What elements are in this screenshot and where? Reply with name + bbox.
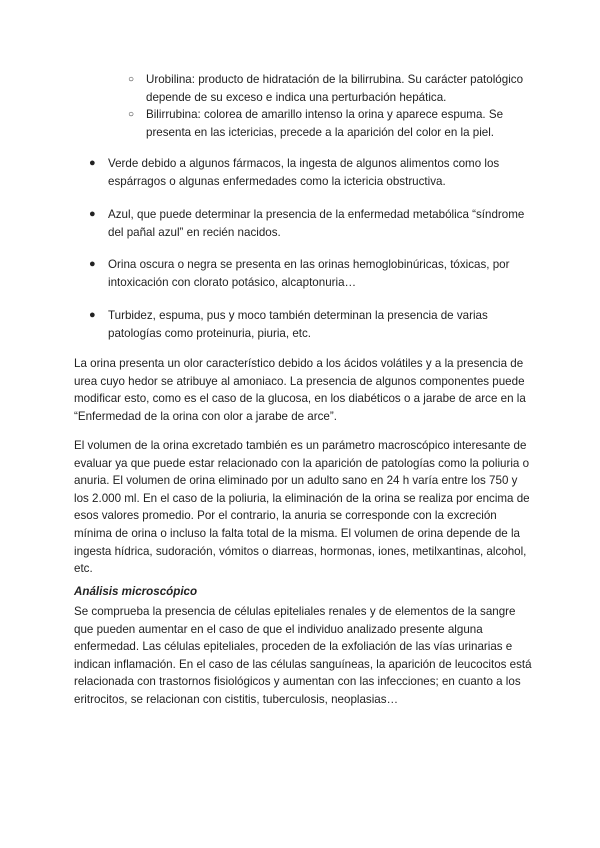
list-item (89, 256, 528, 291)
circle-bullet-icon: ○ (128, 74, 135, 85)
sub-list-item-text: Bilirrubina: colorea de amarillo intenso la orina y aparece espuma. Se presenta en las ictericias, precede a la aparición del color en la piel. (146, 108, 504, 139)
list-item-text: Azul, que puede determinar la presencia de la enfermedad metabólica “síndrome del pañal azul” en recién nacidos. (108, 208, 525, 239)
list-item-text: Turbidez, espuma, pus y moco también determinan la presencia de varias patologías como proteinuria, piuria, etc. (108, 309, 488, 340)
bullet-icon: ● (89, 309, 96, 321)
section-heading: Análisis microscópico (74, 585, 198, 598)
list-item (89, 307, 528, 342)
sub-list-item-text: Urobilina: producto de hidratación de la bilirrubina. Su carácter patológico depende de su exceso e indica una perturbación hepática. (146, 73, 524, 104)
bullet-icon: ● (89, 258, 96, 270)
circle-bullet-icon: ○ (128, 109, 135, 120)
paragraph-odor: La orina presenta un olor característico debido a los ácidos volátiles y a la presencia de urea cuyo hedor se atribuye al amoniaco. La presencia de algunos componentes puede modificar esto, como es el caso de la glucosa, en los diabéticos o a jarabe de arce en la “Enfermedad de la orina con olor a jarabe de arce”. (74, 357, 526, 423)
bullet-icon: ● (89, 157, 96, 169)
list-item (89, 206, 528, 241)
list-item-text: Verde debido a algunos fármacos, la ingesta de algunos alimentos como los espárragos o algunas enfermedades como la ictericia obstructiva. (108, 157, 500, 188)
sub-list-item (128, 106, 536, 141)
section-body: Se comprueba la presencia de células epiteliales renales y de elementos de la sangre que pueden aumentar en el caso de que el individuo analizado presente alguna enfermedad. Las células epiteliales, proceden de la exfoliación de las vías urinarias e indican inflamación. En el caso de las células sanguíneas, la aparición de leucocitos está relacionada con trastornos fisiológicos y aumentan con las infecciones; en cuanto a los eritrocitos, se relacionan con cistitis, tuberculosis, neoplasias… (74, 605, 532, 706)
list-item (89, 155, 528, 190)
list-item-text: Orina oscura o negra se presenta en las orinas hemoglobinúricas, tóxicas, por intoxicación con clorato potásico, alcaptonuria… (108, 258, 510, 289)
paragraph-volume: El volumen de la orina excretado también es un parámetro macroscópico interesante de evaluar ya que puede estar relacionado con la aparición de patologías como la poliuria o anuria. El volumen de orina eliminado por un adulto sano en 24 h varía entre los 750 y los 2.000 ml. En el caso de la poliuria, la eliminación de la orina se realiza por encima de esos valores promedio. Por el contrario, la anuria se corresponde con la excreción mínima de orina o incluso la falta total de la misma. El volumen de orina depende de la ingesta hídrica, sudoración, vómitos o diarreas, hormonas, iones, metilxantinas, alcohol, etc. (74, 439, 530, 576)
sub-list-item (128, 71, 536, 106)
bullet-icon: ● (89, 208, 96, 220)
